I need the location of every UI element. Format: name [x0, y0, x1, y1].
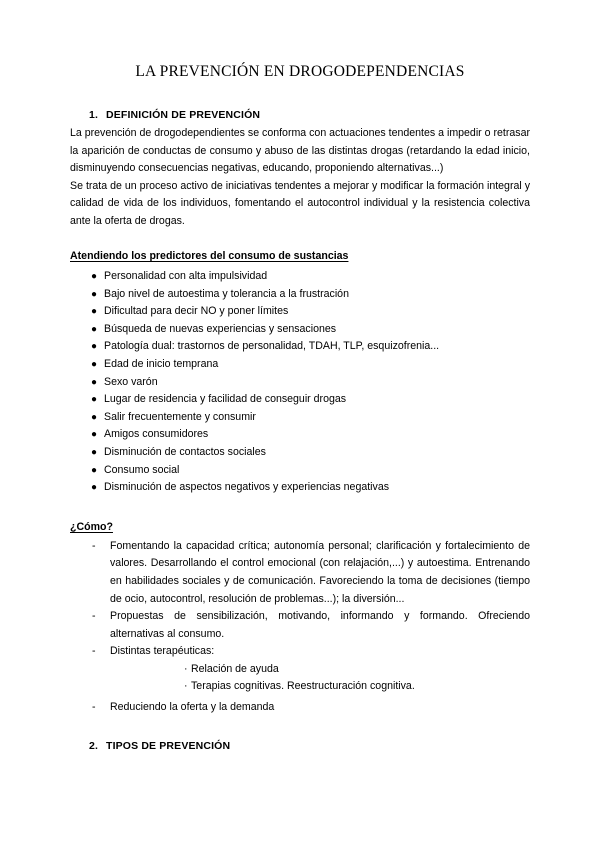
how-heading: ¿Cómo? — [70, 520, 113, 533]
section-heading-1 — [70, 108, 530, 123]
list-item-label: Búsqueda de nuevas experiencias y sensaciones — [104, 322, 337, 335]
list-item-label: Disminución de aspectos negativos y experiencias negativas — [104, 481, 390, 494]
dash-icon: - — [92, 645, 96, 658]
middot-icon: · — [184, 680, 188, 693]
section-title-2: TIPOS DE PREVENCIÓN — [106, 740, 231, 752]
dash-icon: - — [92, 701, 96, 714]
paragraph-definition-2: Se trata de un proceso activo de iniciativas tendentes a mejorar y modificar la formación integral y calidad de vida de los individuos, fomentando el autocontrol individual y la resistencia colectiva ante la oferta de drogas. — [70, 179, 530, 227]
section-number-2: 2. — [89, 740, 99, 752]
bullet-icon: ● — [91, 394, 98, 406]
document-content — [70, 62, 530, 717]
list-item-label: Fomentando la capacidad crítica; autonomía personal; clarificación y fortalecimiento de valores. Desarrollando el control emocional (con relajación,...) y autoestima. Entrenando en habilidades sociales y de comunicación. Favoreciendo la toma de decisiones (tiempo de ocio, autocontrol, resolución de problemas...); la diversión... — [110, 539, 530, 605]
list-item-label: Amigos consumidores — [104, 428, 209, 441]
list-item — [70, 374, 530, 392]
dash-icon: - — [92, 539, 96, 552]
bullet-icon: ● — [91, 358, 98, 370]
list-item — [70, 643, 530, 661]
list-item-label: Disminución de contactos sociales — [104, 445, 266, 458]
how-list — [70, 538, 530, 661]
list-item-label: Propuestas de sensibilización, motivando, informando y formando. Ofreciendo alternativas al consumo. — [110, 610, 530, 640]
list-item — [70, 444, 530, 462]
therapies-sublist — [70, 661, 530, 696]
section-heading-2 — [89, 739, 230, 754]
bullet-icon: ● — [91, 288, 98, 300]
predictors-heading: Atendiendo los predictores del consumo de sustancias — [70, 250, 349, 262]
bullet-icon: ● — [91, 271, 98, 282]
bullet-icon: ● — [91, 306, 98, 318]
section-title-1: DEFINICIÓN DE PREVENCIÓN — [106, 109, 261, 121]
paragraph-definition-1: La prevención de drogodependientes se conforma con actuaciones tendentes a impedir o retrasar la aparición de conductas de consumo y abuso de las distintas drogas (retardando la edad inicio, disminuyendo consecuencias negativas, educando, proponiendo alternativas...) — [70, 127, 530, 174]
list-item-label: Patología dual: trastornos de personalidad, TDAH, TLP, esquizofrenia... — [104, 340, 440, 353]
list-item — [70, 608, 530, 643]
list-item-label: Consumo social — [104, 463, 180, 476]
predictors-list — [70, 268, 530, 497]
list-item-label: Relación de ayuda — [191, 662, 279, 675]
how-heading-wrap — [70, 517, 530, 535]
list-item — [70, 391, 530, 409]
list-item — [70, 356, 530, 374]
section-number-1: 1. — [89, 109, 99, 121]
list-item — [70, 286, 530, 304]
dash-icon: - — [92, 610, 96, 623]
list-item — [70, 338, 530, 356]
bullet-icon: ● — [91, 464, 98, 476]
list-item-label: Edad de inicio temprana — [104, 357, 219, 370]
spacer — [70, 497, 530, 517]
list-item — [70, 479, 530, 497]
middot-icon: · — [184, 662, 188, 675]
bullet-icon: ● — [91, 429, 98, 441]
list-item — [70, 661, 530, 679]
list-item-label: Sexo varón — [104, 375, 158, 388]
spacer — [70, 230, 530, 246]
page-title: LA PREVENCIÓN EN DROGODEPENDENCIAS — [135, 63, 465, 80]
list-item-label: Dificultad para decir NO y poner límites — [104, 305, 289, 318]
predictors-heading-wrap — [70, 246, 530, 264]
list-item — [70, 321, 530, 339]
list-item-label: Bajo nivel de autoestima y tolerancia a la frustración — [104, 287, 349, 300]
list-item-label: Reduciendo la oferta y la demanda — [110, 701, 275, 714]
list-item-label: Salir frecuentemente y consumir — [104, 410, 256, 423]
list-item — [70, 409, 530, 427]
list-item — [70, 426, 530, 444]
list-item — [70, 678, 530, 696]
bullet-icon: ● — [91, 323, 98, 335]
list-item-label: Lugar de residencia y facilidad de conseguir drogas — [104, 393, 347, 406]
list-item-label: Personalidad con alta impulsividad — [104, 270, 268, 282]
bullet-icon: ● — [91, 482, 98, 494]
bullet-icon: ● — [91, 376, 98, 388]
list-item — [70, 268, 530, 286]
how-list-continued — [70, 699, 530, 717]
list-item — [70, 303, 530, 321]
list-item — [70, 462, 530, 480]
bullet-icon: ● — [91, 446, 98, 458]
bullet-icon: ● — [91, 341, 98, 353]
bullet-icon: ● — [91, 411, 98, 423]
list-item — [70, 538, 530, 608]
list-item-label: Terapias cognitivas. Reestructuración cognitiva. — [191, 680, 415, 693]
list-item-label: Distintas terapéuticas: — [110, 645, 215, 658]
list-item — [70, 699, 530, 717]
